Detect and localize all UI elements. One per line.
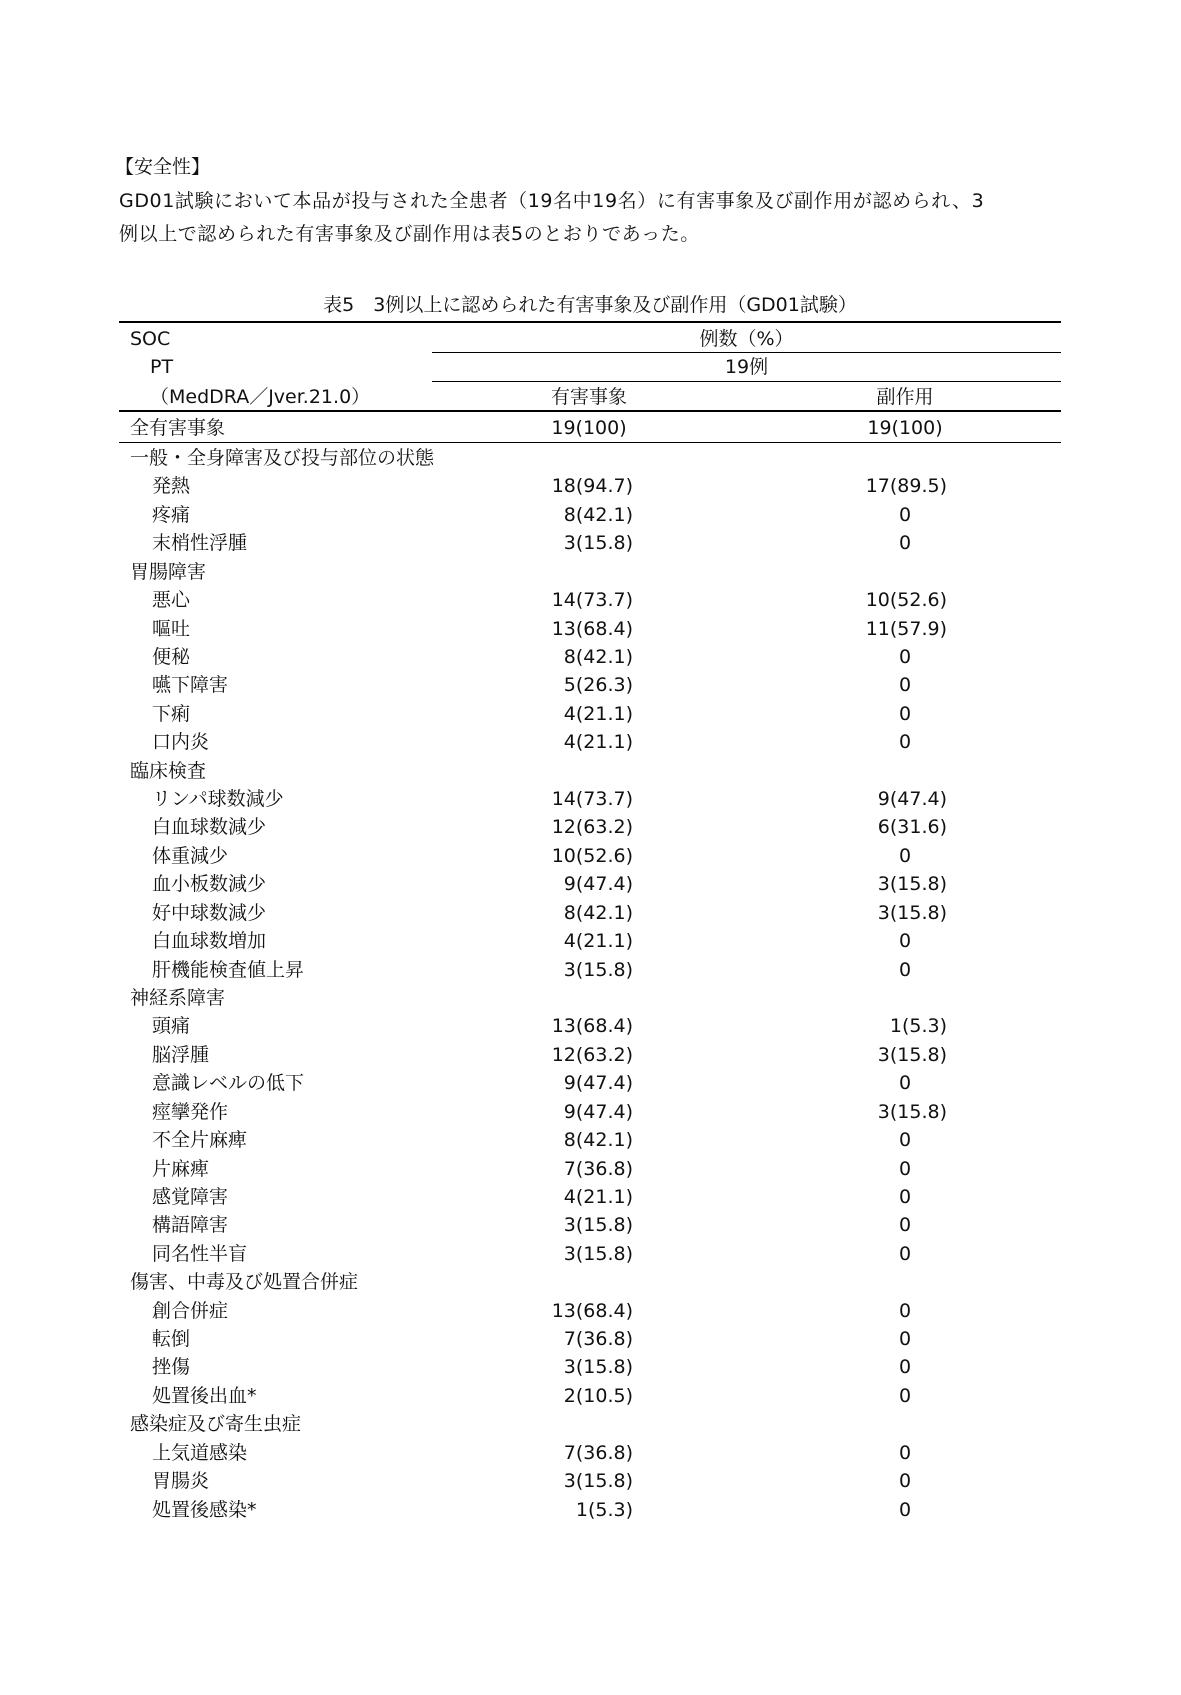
soc-label: 傷害、中毒及び処置合併症 (130, 1271, 359, 1294)
adr-value: 17(89.5) (865, 475, 947, 498)
ae-value: 4(21.1) (563, 731, 633, 754)
soc-label: 感染症及び寄生虫症 (130, 1413, 302, 1436)
ae-value: 7(36.8) (563, 1328, 633, 1351)
adr-value: 0 (898, 1157, 912, 1180)
ae-value: 12(63.2) (551, 1043, 633, 1066)
adr-value: 9(47.4) (877, 788, 947, 811)
pt-label: 片麻痺 (152, 1157, 210, 1180)
header-n: 19例 (724, 356, 769, 378)
pt-label: 上気道感染 (152, 1441, 248, 1464)
ae-value: 3(15.8) (563, 1356, 633, 1379)
paragraph-line-2: 例以上で認められた有害事象及び副作用は表5のとおりであった。 (119, 223, 700, 245)
total-label: 全有害事象 (130, 417, 226, 439)
header-bottom-border (119, 410, 1061, 412)
pt-label: 疼痛 (152, 503, 191, 526)
soc-label: 胃腸障害 (130, 560, 207, 583)
ae-value: 8(42.1) (563, 503, 633, 526)
ae-value: 13(68.4) (551, 1299, 633, 1322)
header-meddra: （MedDRA／Jver.21.0） (150, 386, 371, 408)
ae-value: 8(42.1) (563, 901, 633, 924)
table-caption: 表5 3例以上に認められた有害事象及び副作用（GD01試験） (323, 294, 857, 316)
ae-value: 8(42.1) (563, 645, 633, 668)
pt-label: リンパ球数減少 (152, 788, 284, 811)
soc-label: 一般・全身障害及び投与部位の状態 (130, 447, 435, 469)
adr-value: 0 (898, 1328, 912, 1351)
adr-value: 0 (898, 1470, 912, 1493)
pt-label: 嘔吐 (152, 617, 191, 640)
header-pt: PT (150, 356, 174, 378)
pt-label: 創合併症 (152, 1299, 229, 1322)
pt-label: 転倒 (152, 1328, 191, 1351)
adr-value: 0 (898, 1299, 912, 1322)
adr-value: 0 (898, 532, 912, 555)
adr-value: 10(52.6) (865, 589, 947, 612)
pt-label: 意識レベルの低下 (152, 1072, 305, 1095)
header-soc: SOC (130, 328, 171, 350)
pt-label: 発熱 (152, 475, 191, 498)
ae-value: 10(52.6) (551, 844, 633, 867)
adr-value: 0 (898, 731, 912, 754)
adr-value: 0 (898, 1384, 912, 1407)
soc-label: 神経系障害 (130, 986, 226, 1009)
pt-label: 挫傷 (152, 1356, 191, 1379)
ae-value: 13(68.4) (551, 617, 633, 640)
header-divider (432, 381, 1061, 382)
ae-value: 3(15.8) (563, 1470, 633, 1493)
adr-value: 0 (898, 1498, 912, 1521)
adr-value: 3(15.8) (877, 1043, 947, 1066)
adr-value: 0 (898, 1441, 912, 1464)
ae-value: 7(36.8) (563, 1157, 633, 1180)
pt-label: 痙攣発作 (152, 1100, 229, 1123)
adr-value: 0 (898, 645, 912, 668)
pt-label: 下痢 (152, 702, 191, 725)
table-top-border (119, 321, 1061, 323)
ae-value: 3(15.8) (563, 1214, 633, 1237)
ae-value: 8(42.1) (563, 1129, 633, 1152)
adr-value: 0 (898, 844, 912, 867)
ae-value: 3(15.8) (563, 532, 633, 555)
soc-label: 臨床検査 (130, 759, 207, 782)
adr-value: 0 (898, 930, 912, 953)
ae-value: 12(63.2) (551, 816, 633, 839)
pt-label: 肝機能検査値上昇 (152, 958, 305, 981)
header-ae: 有害事象 (550, 386, 627, 408)
adr-value: 0 (898, 1214, 912, 1237)
pt-label: 口内炎 (152, 731, 210, 754)
pt-label: 悪心 (152, 589, 191, 612)
header-divider (432, 352, 1061, 353)
pt-label: 頭痛 (152, 1015, 191, 1038)
header-count-pct: 例数（%） (699, 328, 794, 350)
ae-value: 1(5.3) (575, 1498, 633, 1521)
adr-value: 0 (898, 674, 912, 697)
ae-value: 7(36.8) (563, 1441, 633, 1464)
adr-value: 0 (898, 1356, 912, 1379)
ae-value: 4(21.1) (563, 930, 633, 953)
pt-label: 好中球数減少 (152, 901, 267, 924)
ae-value: 9(47.4) (563, 873, 633, 896)
pt-label: 嚥下障害 (152, 674, 229, 697)
ae-value: 4(21.1) (563, 702, 633, 725)
pt-label: 感覚障害 (152, 1185, 229, 1208)
adr-value: 0 (898, 702, 912, 725)
ae-value: 2(10.5) (563, 1384, 633, 1407)
adr-value: 0 (898, 1185, 912, 1208)
pt-label: 白血球数減少 (152, 816, 267, 839)
adr-value: 0 (898, 1129, 912, 1152)
ae-value: 5(26.3) (563, 674, 633, 697)
adr-value: 0 (898, 1072, 912, 1095)
pt-label: 血小板数減少 (152, 873, 267, 896)
pt-label: 末梢性浮腫 (152, 532, 248, 555)
adr-value: 0 (898, 503, 912, 526)
adr-value: 6(31.6) (877, 816, 947, 839)
paragraph-line-1: GD01試験において本品が投与された全患者（19名中19名）に有害事象及び副作用が認められ、3 (119, 190, 985, 212)
pt-label: 同名性半盲 (152, 1242, 248, 1265)
pt-label: 構語障害 (152, 1214, 229, 1237)
ae-value: 9(47.4) (563, 1100, 633, 1123)
header-adr: 副作用 (876, 386, 934, 408)
adr-value: 3(15.8) (877, 1100, 947, 1123)
total-divider (119, 442, 1061, 443)
adr-value: 0 (898, 958, 912, 981)
adr-value: 1(5.3) (889, 1015, 947, 1038)
adr-value: 3(15.8) (877, 901, 947, 924)
pt-label: 不全片麻痺 (152, 1129, 248, 1152)
ae-value: 3(15.8) (563, 1242, 633, 1265)
adr-value: 0 (898, 1242, 912, 1265)
adr-value: 3(15.8) (877, 873, 947, 896)
pt-label: 胃腸炎 (152, 1470, 210, 1493)
pt-label: 便秘 (152, 645, 191, 668)
ae-value: 4(21.1) (563, 1185, 633, 1208)
total-ae: 19(100) (551, 417, 627, 439)
total-adr: 19(100) (867, 417, 943, 439)
adr-value: 11(57.9) (865, 617, 947, 640)
pt-label: 脳浮腫 (152, 1043, 210, 1066)
pt-label: 処置後感染* (152, 1498, 257, 1521)
ae-value: 13(68.4) (551, 1015, 633, 1038)
pt-label: 体重減少 (152, 844, 229, 867)
pt-label: 白血球数増加 (152, 930, 267, 953)
ae-value: 18(94.7) (551, 475, 633, 498)
pt-label: 処置後出血* (152, 1384, 257, 1407)
ae-value: 14(73.7) (551, 788, 633, 811)
ae-value: 3(15.8) (563, 958, 633, 981)
section-title: 【安全性】 (115, 156, 211, 178)
ae-value: 9(47.4) (563, 1072, 633, 1095)
ae-value: 14(73.7) (551, 589, 633, 612)
